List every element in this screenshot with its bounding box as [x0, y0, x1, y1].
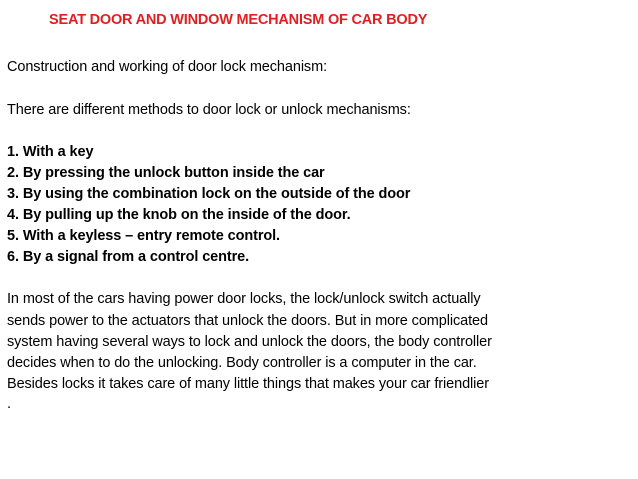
- paragraph-line: Besides locks it takes care of many little things that makes your car friendlier: [7, 376, 489, 392]
- method-item: 2. By pressing the unlock button inside the car: [7, 165, 325, 181]
- section-heading: Construction and working of door lock mechanism:: [7, 59, 327, 75]
- intro-text: There are different methods to door lock or unlock mechanisms:: [7, 102, 411, 118]
- paragraph-line: sends power to the actuators that unlock the doors. But in more complicated: [7, 313, 488, 329]
- method-item: 5. With a keyless – entry remote control.: [7, 228, 280, 244]
- method-item: 3. By using the combination lock on the outside of the door: [7, 186, 411, 202]
- method-item: 6. By a signal from a control centre.: [7, 249, 250, 265]
- paragraph-line: decides when to do the unlocking. Body controller is a computer in the car.: [7, 355, 477, 371]
- paragraph-line: system having several ways to lock and unlock the doors, the body controller: [7, 334, 492, 350]
- paragraph-line: .: [7, 396, 11, 412]
- method-item: 1. With a key: [7, 144, 94, 160]
- paragraph-line: In most of the cars having power door locks, the lock/unlock switch actually: [7, 291, 481, 307]
- slide-title: SEAT DOOR AND WINDOW MECHANISM OF CAR BODY: [49, 12, 428, 28]
- method-item: 4. By pulling up the knob on the inside of the door.: [7, 207, 351, 223]
